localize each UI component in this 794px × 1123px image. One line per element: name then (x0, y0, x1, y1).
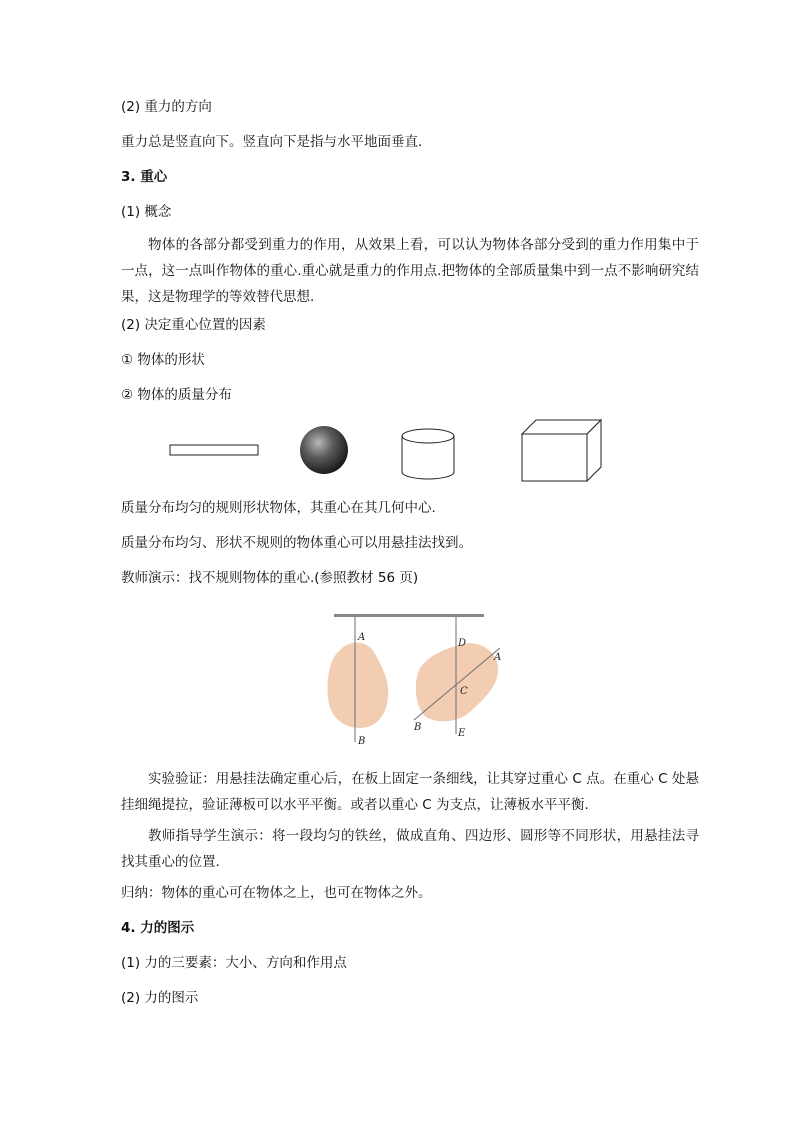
irregular-plate-1 (328, 643, 389, 728)
cuboid-shape (522, 420, 601, 481)
uniform-regular-text: 质量分布均匀的规则形状物体，其重心在其几何中心. (121, 500, 436, 516)
support-bar (334, 614, 484, 617)
teacher-demo-text: 教师演示：找不规则物体的重心.(参照教材 56 页) (121, 570, 419, 586)
factors-heading: (2) 决定重心位置的因素 (121, 317, 266, 333)
irregular-plate-2 (416, 643, 498, 721)
concept-heading: (1) 概念 (121, 204, 172, 220)
regular-shapes-figure (160, 416, 620, 488)
cylinder-shape (402, 429, 454, 479)
concept-paragraph: 物体的各部分都受到重力的作用，从效果上看，可以认为物体各部分受到的重力作用集中于一点，这一点叫作物体的重心.重心就是重力的作用点.把物体的全部质量集中到一点不影响研究结果，这是物理学的等效替代思想. (121, 237, 699, 305)
force-diagram-subheading: (2) 力的图示 (121, 990, 199, 1006)
three-elements-text: (1) 力的三要素：大小、方向和作用点 (121, 955, 347, 971)
label-b1: B (358, 736, 366, 747)
uniform-irregular-text: 质量分布均匀、形状不规则的物体重心可以用悬挂法找到。 (121, 535, 472, 551)
experiment-paragraph: 实验验证：用悬挂法确定重心后，在板上固定一条细线，让其穿过重心 C 点。在重心 C 处悬挂细绳提拉，验证薄板可以水平平衡。或者以重心 C 为支点，让薄板水平平衡. (121, 771, 699, 813)
factor-mass-distribution: ② 物体的质量分布 (121, 387, 232, 403)
gravity-direction-heading: (2) 重力的方向 (121, 99, 212, 115)
label-a2: A (494, 652, 502, 663)
suspension-method-figure (320, 608, 520, 750)
student-demo-paragraph: 教师指导学生演示：将一段均匀的铁丝，做成直角、四边形、圆形等不同形状，用悬挂法寻找其重心的位置. (121, 828, 699, 870)
gravity-direction-text: 重力总是竖直向下。竖直向下是指与水平地面垂直. (121, 134, 423, 150)
label-c: C (460, 686, 468, 697)
label-d: D (458, 638, 467, 649)
label-b2: B (414, 722, 422, 733)
sphere-shape (300, 426, 348, 474)
center-of-gravity-heading: 3. 重心 (121, 169, 168, 185)
label-a1: A (358, 632, 366, 643)
force-diagram-heading: 4. 力的图示 (121, 920, 195, 936)
conclusion-text: 归纳：物体的重心可在物体之上，也可在物体之外。 (121, 885, 432, 901)
label-e: E (458, 728, 466, 739)
factor-shape: ① 物体的形状 (121, 352, 205, 368)
thin-rod-shape (170, 445, 258, 455)
